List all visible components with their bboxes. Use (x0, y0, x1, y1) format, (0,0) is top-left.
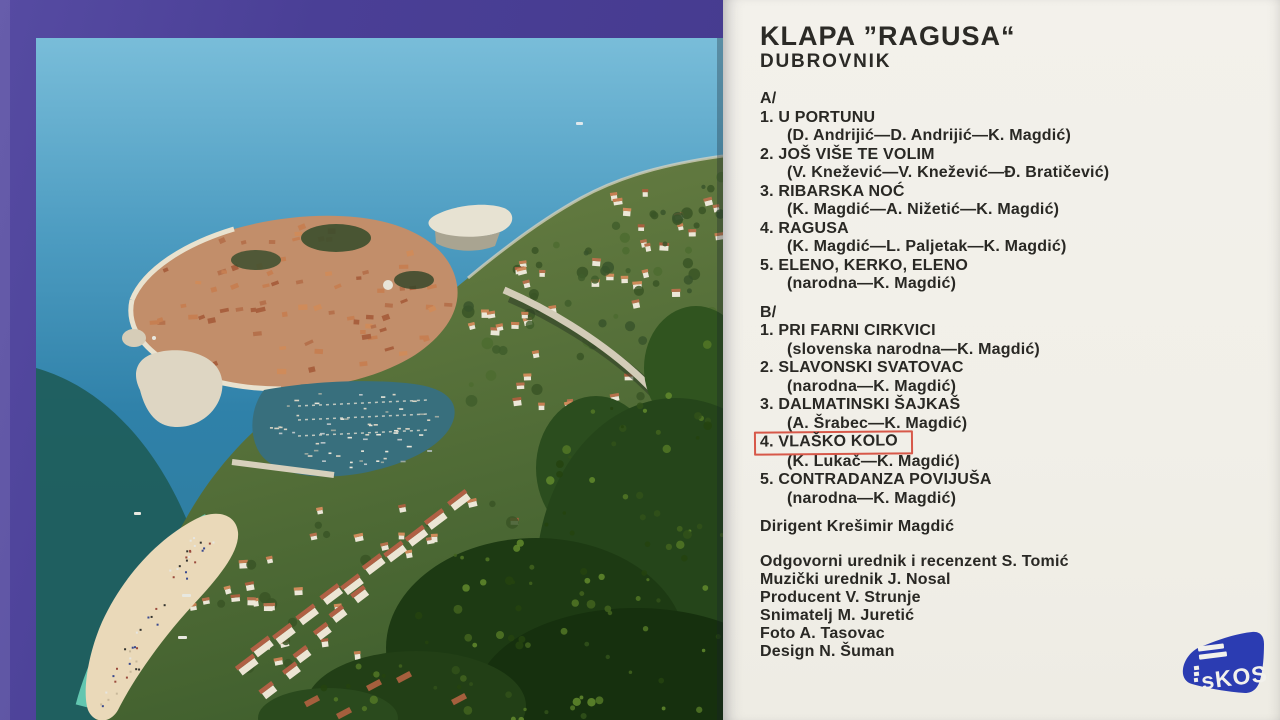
track-title: 3. RIBARSKA NOĆ (760, 182, 905, 200)
highlight-box (754, 430, 913, 455)
credit-line: Producent V. Strunje (760, 588, 921, 606)
boat (152, 336, 156, 340)
track-item (760, 322, 1280, 359)
track-title: 2. SLAVONSKI SVATOVAC (760, 359, 964, 376)
track-item (760, 146, 1280, 183)
track-credits: (slovenska narodna—K. Magdić) (787, 340, 1040, 358)
tracklist (760, 90, 1280, 508)
side-a-label: A/ (760, 90, 777, 107)
tracklist-panel (723, 0, 1280, 720)
track-item (760, 396, 1280, 433)
track-credits: (narodna—K. Magdić) (787, 377, 957, 395)
boat (182, 594, 191, 597)
town-trees (301, 224, 371, 252)
logo-text: sKOS (1199, 660, 1270, 695)
credit-line: Snimatelj M. Juretić (760, 606, 915, 624)
track-credits: (V. Knežević—V. Knežević—Đ. Bratičević) (787, 164, 1110, 181)
credit-line: Odgovorni urednik i recenzent S. Tomić (760, 552, 1069, 570)
track-title: 5. CONTRADANZA POVIJUŠA (760, 471, 992, 488)
track-title: 3. DALMATINSKI ŠAJKAŠ (760, 396, 961, 413)
track-item (760, 220, 1280, 257)
boat (576, 122, 583, 125)
cathedral-dome (383, 280, 393, 290)
panel-edge-highlight (0, 0, 10, 720)
dubrovnik-photo (36, 38, 723, 720)
track-title: 2. JOŠ VIŠE TE VOLIM (760, 145, 935, 163)
track-item (760, 359, 1280, 396)
track-title: 1. U PORTUNU (760, 108, 876, 126)
track-credits: (A. Šrabec—K. Magdić) (787, 414, 968, 432)
side-a (760, 90, 1280, 294)
side-b (760, 304, 1280, 509)
town-trees (231, 250, 281, 270)
diskos-logo (1168, 622, 1274, 712)
conductor-credit: Dirigent Krešimir Magdić (760, 518, 955, 535)
credit-line: Design N. Šuman (760, 642, 895, 660)
track-item (760, 471, 1280, 508)
boat (178, 636, 187, 639)
fort-tower (122, 329, 146, 347)
track-title: 4. VLAŠKO KOLO (759, 432, 898, 451)
track-credits: (K. Magdić—L. Paljetak—K. Magdić) (787, 238, 1067, 255)
side-b-label: B/ (760, 303, 777, 321)
album-subtitle: DUBROVNIK (760, 51, 892, 72)
track-credits: (D. Andrijić—D. Andrijić—K. Magdić) (787, 127, 1072, 144)
track-title: 5. ELENO, KERKO, ELENO (760, 256, 968, 274)
track-credits: (K. Magdić—A. Nižetić—K. Magdić) (787, 201, 1060, 218)
track-title: 4. RAGUSA (760, 219, 849, 237)
track-title: 1. PRI FARNI CIRKVICI (760, 322, 936, 339)
album-title: KLAPA ”RAGUSA“ (760, 21, 1016, 51)
dubrovnik-photo-art (36, 38, 723, 720)
town-trees (394, 271, 434, 289)
track-item (760, 257, 1280, 294)
track-item (760, 183, 1280, 220)
credit-line: Muzički urednik J. Nosal (760, 570, 951, 588)
boat (134, 512, 141, 515)
track-credits: (narodna—K. Magdić) (787, 489, 957, 507)
credit-line: Foto A. Tasovac (760, 624, 885, 642)
track-item (760, 109, 1280, 146)
track-item (760, 433, 1280, 471)
track-credits: (K. Lukač—K. Magdić) (787, 452, 960, 470)
track-credits: (narodna—K. Magdić) (787, 275, 957, 292)
